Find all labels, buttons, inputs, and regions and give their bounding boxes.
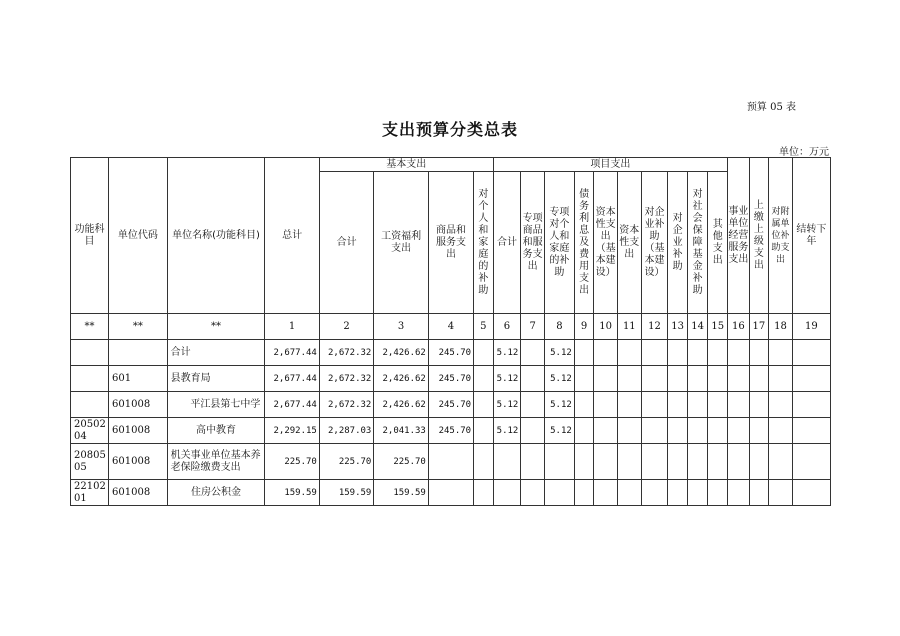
empty-cell [708, 340, 728, 366]
table-row [71, 480, 831, 506]
index-cell: 14 [687, 314, 708, 340]
proj-subtotal-cell [493, 480, 521, 506]
unit-code-cell: 601008 [109, 480, 168, 506]
header-func-code: 功能科目 [71, 158, 109, 314]
basic-goods-cell [428, 480, 473, 506]
proj-subsidy-cell: 5.12 [545, 418, 575, 444]
basic-subtotal-cell: 159.59 [319, 480, 374, 506]
index-cell: 15 [708, 314, 728, 340]
empty-cell [668, 340, 688, 366]
index-cell: 13 [668, 314, 688, 340]
basic-goods-cell [428, 444, 473, 480]
index-row [71, 314, 831, 340]
empty-cell [749, 480, 769, 506]
empty-cell [728, 392, 750, 418]
index-cell: 7 [521, 314, 545, 340]
index-cell: 11 [617, 314, 641, 340]
basic-goods-cell: 245.70 [428, 418, 473, 444]
table-row [71, 444, 831, 480]
header-proj-enterprise-build: 对企业补助（基本建设） [641, 172, 668, 314]
index-cell: 17 [749, 314, 769, 340]
header-carry: 结转下年 [792, 158, 830, 314]
empty-cell [594, 480, 618, 506]
header-basic-subsidy: 对个人和家庭的补助 [474, 172, 494, 314]
index-cell: 6 [493, 314, 521, 340]
total-cell: 2,292.15 [265, 418, 320, 444]
header-proj-social: 对社会保障基金补助 [687, 172, 708, 314]
header-proj-capital: 资本性支出 [617, 172, 641, 314]
empty-cell [641, 418, 668, 444]
basic-subsidy-cell [474, 366, 494, 392]
empty-cell [708, 392, 728, 418]
empty-cell [574, 480, 594, 506]
index-cell: 19 [792, 314, 830, 340]
index-cell: ** [167, 314, 265, 340]
index-cell: ** [109, 314, 168, 340]
empty-cell [749, 366, 769, 392]
empty-cell [792, 480, 830, 506]
header-basic-group: 基本支出 [319, 158, 493, 172]
header-affiliate: 对附属单位补助支出 [769, 158, 793, 314]
basic-subsidy-cell [474, 340, 494, 366]
func-code-cell: 2050204 [71, 418, 109, 444]
empty-cell [769, 366, 793, 392]
header-business: 事业单位经营服务支出 [728, 158, 750, 314]
header-unit-code: 单位代码 [109, 158, 168, 314]
proj-goods-cell [521, 392, 545, 418]
empty-cell [708, 418, 728, 444]
empty-cell [749, 392, 769, 418]
index-cell: 18 [769, 314, 793, 340]
empty-cell [728, 480, 750, 506]
empty-cell [641, 480, 668, 506]
empty-cell [668, 392, 688, 418]
basic-subtotal-cell: 2,287.03 [319, 418, 374, 444]
table-row [71, 340, 831, 366]
empty-cell [792, 418, 830, 444]
proj-subtotal-cell: 5.12 [493, 340, 521, 366]
empty-cell [641, 366, 668, 392]
empty-cell [728, 366, 750, 392]
basic-salary-cell: 2,426.62 [374, 366, 429, 392]
basic-goods-cell: 245.70 [428, 366, 473, 392]
header-proj-capital-build: 资本性支出（基本建设） [594, 172, 618, 314]
header-upper: 上缴上级支出 [749, 158, 769, 314]
basic-subsidy-cell [474, 480, 494, 506]
total-cell: 159.59 [265, 480, 320, 506]
page-title: 支出预算分类总表 [381, 120, 518, 139]
table-row [71, 366, 831, 392]
empty-cell [668, 480, 688, 506]
header-proj-subtotal: 合计 [493, 172, 521, 314]
empty-cell [668, 418, 688, 444]
func-code-cell: 2080505 [71, 444, 109, 480]
empty-cell [769, 392, 793, 418]
func-code-cell: 2210201 [71, 480, 109, 506]
empty-cell [617, 444, 641, 480]
basic-salary-cell: 159.59 [374, 480, 429, 506]
unit-name-cell: 机关事业单位基本养老保险缴费支出 [167, 444, 265, 480]
empty-cell [769, 444, 793, 480]
proj-goods-cell [521, 444, 545, 480]
header-basic-salary: 工资福利支出 [374, 172, 429, 314]
unit-name-cell: 平江县第七中学 [167, 392, 265, 418]
empty-cell [641, 392, 668, 418]
total-cell: 2,677.44 [265, 340, 320, 366]
proj-subtotal-cell: 5.12 [493, 392, 521, 418]
empty-cell [749, 418, 769, 444]
unit-name-cell: 县教育局 [167, 366, 265, 392]
empty-cell [574, 392, 594, 418]
proj-goods-cell [521, 340, 545, 366]
empty-cell [687, 444, 708, 480]
proj-subtotal-cell [493, 444, 521, 480]
basic-salary-cell: 225.70 [374, 444, 429, 480]
empty-cell [594, 340, 618, 366]
empty-cell [668, 366, 688, 392]
empty-cell [769, 418, 793, 444]
index-cell: 2 [319, 314, 374, 340]
proj-goods-cell [521, 480, 545, 506]
empty-cell [641, 444, 668, 480]
empty-cell [708, 444, 728, 480]
header-proj-goods: 专项商品和服务支出 [521, 172, 545, 314]
proj-subsidy-cell: 5.12 [545, 366, 575, 392]
unit-code-cell [109, 340, 168, 366]
proj-subsidy-cell: 5.12 [545, 392, 575, 418]
header-proj-other: 其他支出 [708, 172, 728, 314]
proj-goods-cell [521, 366, 545, 392]
empty-cell [708, 366, 728, 392]
empty-cell [617, 340, 641, 366]
proj-goods-cell [521, 418, 545, 444]
empty-cell [574, 366, 594, 392]
empty-cell [594, 366, 618, 392]
empty-cell [574, 444, 594, 480]
index-cell: 1 [265, 314, 320, 340]
empty-cell [792, 340, 830, 366]
unit-name-cell: 高中教育 [167, 418, 265, 444]
empty-cell [728, 444, 750, 480]
unit-name-cell: 住房公积金 [167, 480, 265, 506]
header-project-group: 项目支出 [493, 158, 727, 172]
basic-subsidy-cell [474, 444, 494, 480]
basic-salary-cell: 2,041.33 [374, 418, 429, 444]
basic-salary-cell: 2,426.62 [374, 340, 429, 366]
empty-cell [792, 392, 830, 418]
index-cell: 12 [641, 314, 668, 340]
index-cell: 4 [428, 314, 473, 340]
empty-cell [617, 392, 641, 418]
empty-cell [708, 480, 728, 506]
index-cell: 8 [545, 314, 575, 340]
unit-code-cell: 601008 [109, 444, 168, 480]
total-cell: 2,677.44 [265, 366, 320, 392]
basic-subtotal-cell: 2,672.32 [319, 392, 374, 418]
empty-cell [728, 340, 750, 366]
total-cell: 2,677.44 [265, 392, 320, 418]
func-code-cell [71, 340, 109, 366]
empty-cell [769, 340, 793, 366]
proj-subsidy-cell: 5.12 [545, 340, 575, 366]
index-cell: 10 [594, 314, 618, 340]
header-basic-goods: 商品和服务支出 [428, 172, 473, 314]
empty-cell [792, 444, 830, 480]
basic-goods-cell: 245.70 [428, 392, 473, 418]
header-total: 总计 [265, 158, 320, 314]
total-cell: 225.70 [265, 444, 320, 480]
empty-cell [617, 418, 641, 444]
header-unit-name: 单位名称(功能科目) [167, 158, 265, 314]
proj-subsidy-cell [545, 444, 575, 480]
empty-cell [792, 366, 830, 392]
index-cell: 16 [728, 314, 750, 340]
unit-code-cell: 601008 [109, 392, 168, 418]
empty-cell [728, 418, 750, 444]
func-code-cell [71, 366, 109, 392]
empty-cell [749, 444, 769, 480]
basic-subtotal-cell: 2,672.32 [319, 366, 374, 392]
empty-cell [687, 340, 708, 366]
empty-cell [594, 392, 618, 418]
form-number: 预算 05 表 [746, 102, 796, 113]
basic-subsidy-cell [474, 392, 494, 418]
header-proj-debt: 债务利息及费用支出 [574, 172, 594, 314]
budget-table [70, 157, 831, 506]
empty-cell [687, 366, 708, 392]
table-row [71, 418, 831, 444]
empty-cell [574, 418, 594, 444]
empty-cell [769, 480, 793, 506]
index-cell: 3 [374, 314, 429, 340]
proj-subtotal-cell: 5.12 [493, 418, 521, 444]
header-basic-subtotal: 合计 [319, 172, 374, 314]
empty-cell [617, 366, 641, 392]
basic-salary-cell: 2,426.62 [374, 392, 429, 418]
empty-cell [574, 340, 594, 366]
empty-cell [749, 340, 769, 366]
empty-cell [594, 444, 618, 480]
basic-subtotal-cell: 2,672.32 [319, 340, 374, 366]
unit-code-cell: 601008 [109, 418, 168, 444]
index-cell: 5 [474, 314, 494, 340]
header-proj-enterprise: 对企业补助 [668, 172, 688, 314]
empty-cell [594, 418, 618, 444]
basic-subtotal-cell: 225.70 [319, 444, 374, 480]
empty-cell [687, 480, 708, 506]
func-code-cell [71, 392, 109, 418]
proj-subsidy-cell [545, 480, 575, 506]
empty-cell [641, 340, 668, 366]
basic-goods-cell: 245.70 [428, 340, 473, 366]
empty-cell [617, 480, 641, 506]
empty-cell [668, 444, 688, 480]
empty-cell [687, 392, 708, 418]
basic-subsidy-cell [474, 418, 494, 444]
table-row [71, 392, 831, 418]
unit-code-cell: 601 [109, 366, 168, 392]
unit-label: 单位：万元 [779, 147, 829, 158]
unit-name-cell: 合计 [167, 340, 265, 366]
proj-subtotal-cell: 5.12 [493, 366, 521, 392]
index-cell: 9 [574, 314, 594, 340]
index-cell: ** [71, 314, 109, 340]
empty-cell [687, 418, 708, 444]
header-proj-subsidy: 专项对个人和家庭的补助 [545, 172, 575, 314]
